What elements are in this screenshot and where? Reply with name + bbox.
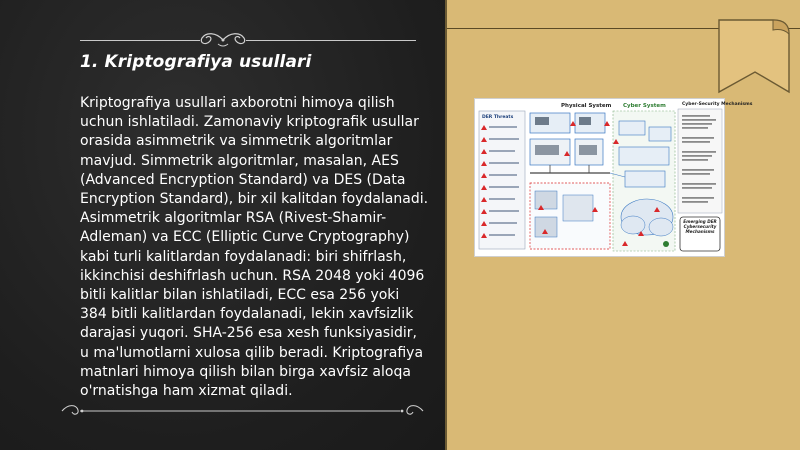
- top-rule-right: [246, 40, 416, 41]
- slide-body: Kriptografiya usullari axborotni himoya qilish uchun ishlatiladi. Zamonaviy kriptografik usullar orasida asimmetrik va simmetrik algoritmlar mavjud. Simmetrik algoritmlar, masalan, AES (Advanced Encryption Standard) va DES (Data Encryption Standard), bir xil kalitdan foydalanadi. Asimmetrik algoritmlar RSA (Rivest-Shamir-Adleman) va ECC (Elliptic Curve Cryptography) kabi turli kalitlardan foydalanadi: biri shifrlash, ikkinchisi deshifrlash uchun. RSA 2048 yoki 4096 bitli kalitlar bilan ishlatiladi, ECC esa 256 yoki 384 bitli kalitlardan foydalanadi, lekin xavfsizlik darajasi yuqori. SHA-256 esa xesh funksiyasidir, u ma'lumotlarni xulosa qilib beradi. Kriptografiya matnlari himoya qilish bilan birga xavfsiz aloqa o'rnatishga ham xizmat qiladi.: [80, 95, 429, 400]
- bookmark-ribbon-icon: [717, 18, 797, 98]
- top-rule-left: [80, 40, 200, 41]
- bottom-ornament-icon: [60, 402, 425, 420]
- der-cybersecurity-diagram: [474, 98, 753, 257]
- countermeasures-label: Cyber-Security Mechanisms: [682, 102, 753, 107]
- cyber-system-label: Cyber System: [623, 103, 666, 109]
- physical-system-label: Physical System: [561, 103, 612, 109]
- slide-title: 1. Kriptografiya usullari: [80, 52, 312, 72]
- threats-label: DER Threats: [482, 115, 514, 120]
- emerging-mechanisms-label: Emerging DER Cybersecurity Mechanisms: [683, 219, 717, 235]
